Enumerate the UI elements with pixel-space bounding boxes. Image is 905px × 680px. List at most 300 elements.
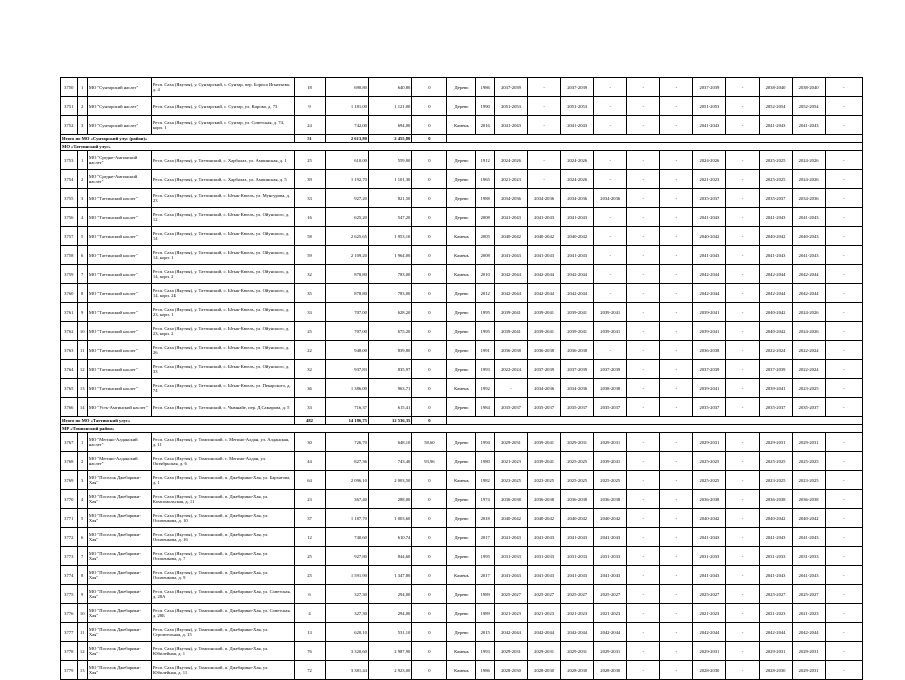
table-cell: 0: [412, 566, 447, 585]
table-cell: -: [660, 189, 693, 208]
table-cell: МО "Сунтарский наслег": [87, 116, 151, 135]
table-cell: МО "Поселок Джебарики-Хая": [87, 509, 151, 528]
table-row: [61, 379, 863, 398]
table-cell: 12: [77, 360, 87, 379]
table-cell: МО "Таттинский наслег": [87, 379, 151, 398]
table-cell: 3: [77, 116, 87, 135]
table-cell: 1992: [476, 379, 495, 398]
table-cell: 620,10: [325, 623, 368, 642]
table-cell: 2036-2038: [495, 341, 528, 360]
table-cell: 35: [294, 284, 325, 303]
table-cell: Дерево: [447, 189, 476, 208]
table-cell: -: [825, 246, 862, 265]
table-cell: 2040-2042: [759, 227, 792, 246]
table-cell: 2036-2038: [528, 341, 561, 360]
table-cell: -: [627, 379, 660, 398]
table-cell: 2023-2025: [495, 471, 528, 490]
table-cell: 2042-2044: [693, 623, 726, 642]
table-cell: 2040-2043: [792, 227, 825, 246]
table-cell: Дерево: [447, 433, 476, 452]
table-cell: Респ. Саха (Якутия), у. Таттинский, с. Ытык-Кюель, ул. Ойунского, д. 26: [151, 341, 294, 360]
table-cell: 2042-2044: [495, 623, 528, 642]
table-cell: 3773: [61, 547, 78, 566]
table-cell: Респ. Саха (Якутия), у. Таттинский, с. Ытык-Кюель, ул. Ойунского, д. 14: [151, 227, 294, 246]
table-cell: 3753: [61, 151, 78, 170]
table-cell: 2042-2044: [561, 265, 594, 284]
table-row: [61, 265, 863, 284]
table-cell: 2039-2041: [594, 303, 627, 322]
table-cell: 22: [294, 341, 325, 360]
table-cell: 2041-2043: [759, 208, 792, 227]
table-cell: -: [660, 265, 693, 284]
table-cell: 2051-2053: [495, 97, 528, 116]
table-cell: -: [726, 303, 759, 322]
total-count: 51: [294, 135, 325, 143]
table-cell: 3765: [61, 379, 78, 398]
table-cell: Респ. Саха (Якутия), у. Сунтарский, с. Сунтар, ул. Советская, д. 74, корп. 1: [151, 116, 294, 135]
table-cell: МО "Поселок Джебарики-Хая": [87, 490, 151, 509]
table-cell: 927,20: [325, 189, 368, 208]
table-cell: 2037-2039: [693, 360, 726, 379]
table-cell: 2035-2037: [759, 189, 792, 208]
table-cell: 2040-2042: [792, 509, 825, 528]
table-cell: 2039-2041: [693, 322, 726, 341]
table-cell: -: [660, 585, 693, 604]
table-cell: 2031-2033: [561, 547, 594, 566]
table-cell: 2041-2043: [693, 528, 726, 547]
table-row: [61, 246, 863, 265]
table-cell: 2041-2043: [759, 246, 792, 265]
table-cell: 640,80: [368, 78, 411, 97]
table-cell: -: [825, 341, 862, 360]
table-row: [61, 471, 863, 490]
table-cell: -: [726, 170, 759, 189]
table-cell: 0: [412, 398, 447, 417]
table-cell: МО "Поселок Джебарики-Хая": [87, 528, 151, 547]
table-cell: 1974: [476, 490, 495, 509]
table-cell: 821,50: [368, 189, 411, 208]
table-cell: Респ. Саха (Якутия), у. Сунтарский, с. Сунтар, ул. Кирова, д. 73: [151, 97, 294, 116]
table-cell: 0: [412, 547, 447, 566]
table-row: [61, 642, 863, 661]
table-cell: 2036-2038: [561, 490, 594, 509]
table-cell: -: [726, 566, 759, 585]
table-cell: -: [627, 585, 660, 604]
table-cell: -: [726, 322, 759, 341]
table-row: [61, 78, 863, 97]
table-cell: 2029-2031: [759, 642, 792, 661]
table-cell: 2042-2044: [594, 623, 627, 642]
table-cell: -: [528, 97, 561, 116]
table-cell: 2029-2031: [495, 433, 528, 452]
table-cell: Респ. Саха (Якутия), у. Томпонский, п. Джебарики-Хая, ул. Строительная, д. 15: [151, 623, 294, 642]
table-cell: 531,10: [368, 623, 411, 642]
table-cell: Респ. Саха (Якутия), у. Таттинский, с. Ытык-Кюель, ул. Ойунского, д. 14, корп. 1: [151, 246, 294, 265]
table-cell: 2025-2025: [594, 471, 627, 490]
table-cell: 1 192,70: [325, 170, 368, 189]
table-cell: 2015: [476, 623, 495, 642]
table-cell: -: [825, 116, 862, 135]
table-cell: 948,00: [325, 341, 368, 360]
table-cell: 2022-2024: [792, 341, 825, 360]
table-cell: 2022-2024: [495, 360, 528, 379]
table-cell: 844,60: [368, 547, 411, 566]
total-area2: 2 455,80: [368, 135, 411, 143]
table-cell: 625,20: [325, 208, 368, 227]
table-cell: 2042-2044: [792, 265, 825, 284]
table-cell: МО "Таттинский наслег": [87, 303, 151, 322]
table-cell: 2 109,20: [325, 246, 368, 265]
table-cell: 3778: [61, 642, 78, 661]
table-cell: 294,00: [368, 604, 411, 623]
table-cell: 25: [294, 566, 325, 585]
table-cell: -: [825, 509, 862, 528]
table-cell: 2041-2043: [528, 208, 561, 227]
table-cell: 1989: [476, 585, 495, 604]
table-cell: 610,74: [368, 528, 411, 547]
table-cell: 2041-2043: [792, 116, 825, 135]
table-cell: 2025-2027: [594, 585, 627, 604]
table-cell: 2021-2023: [561, 604, 594, 623]
table-cell: Респ. Саха (Якутия), у. Таттинский, с. Ытык-Кюель, ул. Ойунского, д. 23, корп. 2: [151, 322, 294, 341]
table-cell: 3764: [61, 360, 78, 379]
table-cell: 2021-2023: [759, 604, 792, 623]
table-cell: МО "Поселок Джебарики-Хая": [87, 585, 151, 604]
table-cell: Респ. Саха (Якутия), у. Томпонский, п. Джебарики-Хая, ул. Юбилейная, д. 11: [151, 661, 294, 680]
table-cell: -: [726, 547, 759, 566]
table-cell: -: [660, 398, 693, 417]
table-cell: 2039-2041: [693, 379, 726, 398]
table-row: [61, 547, 863, 566]
table-cell: 3 381,44: [325, 661, 368, 680]
table-cell: Респ. Саха (Якутия), у. Томпонский, п. Джебарики-Хая, ул. Осипенкова, д. 10: [151, 509, 294, 528]
table-cell: -: [594, 246, 627, 265]
table-cell: 2012: [476, 284, 495, 303]
table-cell: Респ. Саха (Якутия), у. Томпонский, с. Мегино-Алдан, ул. Алданская, д. 11: [151, 433, 294, 452]
table-cell: -: [825, 360, 862, 379]
table-cell: 6: [77, 246, 87, 265]
table-cell: -: [627, 566, 660, 585]
table-cell: 1993: [476, 360, 495, 379]
table-cell: 2008: [476, 246, 495, 265]
table-cell: -: [726, 604, 759, 623]
table-cell: 2041-2043: [561, 208, 594, 227]
table-cell: -: [825, 151, 862, 170]
table-cell: 2042-2044: [792, 623, 825, 642]
table-cell: 2034-2036: [495, 189, 528, 208]
table-cell: -: [660, 490, 693, 509]
table-cell: 3759: [61, 265, 78, 284]
table-cell: 2034-2036: [561, 379, 594, 398]
table-cell: -: [825, 528, 862, 547]
table-cell: 7: [77, 547, 87, 566]
table-cell: 2 987,90: [368, 642, 411, 661]
table-cell: 0: [412, 379, 447, 398]
table-cell: 783,00: [368, 284, 411, 303]
table-row: [61, 284, 863, 303]
table-cell: 2036-2038: [528, 490, 561, 509]
table-cell: 707,00: [325, 322, 368, 341]
table-cell: 2038-2040: [759, 78, 792, 97]
table-cell: 13: [77, 379, 87, 398]
table-row: [61, 566, 863, 585]
table-cell: -: [660, 97, 693, 116]
table-cell: -: [825, 452, 862, 471]
table-cell: -: [660, 246, 693, 265]
table-cell: 0: [412, 490, 447, 509]
table-cell: МО "Мегино-Алданский наслег": [87, 433, 151, 452]
table-cell: 2029-2031: [594, 433, 627, 452]
table-cell: 2052-2054: [792, 97, 825, 116]
table-cell: 2025-2025: [693, 471, 726, 490]
table-cell: -: [660, 661, 693, 680]
table-cell: 2029-2031: [561, 642, 594, 661]
table-cell: Камень: [447, 642, 476, 661]
table-cell: -: [660, 227, 693, 246]
table-cell: 878,80: [325, 284, 368, 303]
table-cell: 2041-2043: [561, 528, 594, 547]
table-cell: 2040-2042: [759, 303, 792, 322]
table-cell: 39: [294, 170, 325, 189]
table-row: [61, 208, 863, 227]
table-cell: 25: [294, 322, 325, 341]
table-cell: 2035-2037: [594, 398, 627, 417]
table-cell: -: [594, 116, 627, 135]
table-cell: -: [627, 528, 660, 547]
table-cell: 1 187,70: [325, 509, 368, 528]
table-cell: 2031-2033: [594, 547, 627, 566]
table-cell: 2023-2025: [792, 379, 825, 398]
table-cell: 2042-2044: [759, 623, 792, 642]
table-cell: 33: [294, 303, 325, 322]
table-cell: 3774: [61, 566, 78, 585]
table-cell: -: [726, 341, 759, 360]
table-cell: 1: [77, 78, 87, 97]
table-cell: -: [660, 623, 693, 642]
table-row: [61, 341, 863, 360]
table-cell: 1 121,00: [368, 97, 411, 116]
table-cell: -: [660, 170, 693, 189]
table-cell: Дерево: [447, 452, 476, 471]
table-cell: 2028-2030: [693, 661, 726, 680]
table-cell: -: [726, 585, 759, 604]
table-cell: 2 923,00: [368, 661, 411, 680]
table-cell: 2041-2043: [693, 208, 726, 227]
table-cell: 2041-2043: [528, 246, 561, 265]
table-cell: Респ. Саха (Якутия), у. Таттинский, с. Ытык-Кюель, ул. Мунгурова, д. 23: [151, 189, 294, 208]
table-cell: -: [627, 471, 660, 490]
table-cell: 742,00: [325, 116, 368, 135]
table-cell: 30: [294, 433, 325, 452]
table-cell: -: [825, 490, 862, 509]
table-cell: -: [627, 341, 660, 360]
table-cell: 327,30: [325, 604, 368, 623]
table-cell: -: [594, 97, 627, 116]
table-cell: 2025-2027: [561, 585, 594, 604]
table-row: [61, 604, 863, 623]
table-cell: -: [660, 509, 693, 528]
table-cell: 2039-2041: [495, 303, 528, 322]
table-cell: 2039-2041: [759, 379, 792, 398]
table-cell: 288,00: [368, 490, 411, 509]
table-cell: 16: [294, 208, 325, 227]
table-cell: МО "Таттинский наслег": [87, 227, 151, 246]
table-cell: -: [825, 661, 862, 680]
table-cell: 2021-2023: [693, 170, 726, 189]
table-cell: -: [825, 265, 862, 284]
table-cell: 2005: [476, 227, 495, 246]
table-cell: -: [627, 116, 660, 135]
table-cell: Респ. Саха (Якутия), у. Таттинский, с. Ытык-Кюель, ул. Пекарского, д. 74: [151, 379, 294, 398]
table-cell: Дерево: [447, 360, 476, 379]
table-cell: Респ. Саха (Якутия), у. Таттинский, с. Ытык-Кюель, ул. Ойунского, д. 12: [151, 208, 294, 227]
table-cell: 9: [77, 303, 87, 322]
table-cell: 2040-2042: [759, 509, 792, 528]
table-cell: 2029-2031: [792, 433, 825, 452]
table-cell: 1 964,00: [368, 246, 411, 265]
table-cell: -: [528, 151, 561, 170]
table-cell: Респ. Саха (Якутия), у. Таттинский, с. Чымнайе, пер. Д.Самарова, д. 5: [151, 398, 294, 417]
table-cell: 1 953,16: [368, 227, 411, 246]
table-cell: 2029-2031: [792, 661, 825, 680]
table-cell: 2041-2043: [594, 528, 627, 547]
table-cell: -: [495, 379, 528, 398]
table-cell: Дерево: [447, 623, 476, 642]
table-cell: -: [627, 398, 660, 417]
table-cell: 0: [412, 341, 447, 360]
table-cell: -: [660, 208, 693, 227]
table-cell: -: [594, 78, 627, 97]
register-table: [60, 77, 863, 680]
table-cell: 2025-2025: [561, 471, 594, 490]
table-cell: 0: [412, 284, 447, 303]
total-empty: [447, 135, 863, 143]
table-cell: 23: [294, 490, 325, 509]
table-row: [61, 528, 863, 547]
table-cell: Дерево: [447, 547, 476, 566]
table-cell: 2021-2023: [495, 170, 528, 189]
table-cell: 2042-2044: [528, 623, 561, 642]
table-cell: 2041-2043: [792, 566, 825, 585]
table-cell: 2024-2026: [495, 151, 528, 170]
table-cell: 36: [294, 379, 325, 398]
table-cell: 827,36: [325, 452, 368, 471]
table-cell: -: [594, 208, 627, 227]
table-cell: 2022-2024: [792, 360, 825, 379]
total-label: Итого по МО «Таттинский улус»: [61, 417, 295, 425]
table-cell: 2029-2031: [495, 642, 528, 661]
table-cell: -: [627, 151, 660, 170]
table-cell: 2038-2040: [792, 78, 825, 97]
table-cell: 6: [294, 585, 325, 604]
table-cell: -: [726, 490, 759, 509]
table-row: [61, 661, 863, 680]
table-cell: 2029-2031: [561, 433, 594, 452]
table-cell: 44: [294, 452, 325, 471]
table-cell: 5: [77, 509, 87, 528]
table-cell: МО "Таттинский наслег": [87, 360, 151, 379]
table-cell: -: [726, 433, 759, 452]
table-cell: 2010: [476, 265, 495, 284]
table-cell: 2035-2037: [528, 398, 561, 417]
table-row: [61, 490, 863, 509]
table-cell: 675,20: [368, 322, 411, 341]
table-cell: 2040-2042: [759, 322, 792, 341]
table-cell: 3776: [61, 604, 78, 623]
table-cell: Респ. Саха (Якутия), у. Томпонский, п. Джебарики-Хая, ул. Осипенкова, д. 7: [151, 547, 294, 566]
table-cell: 2041-2043: [693, 246, 726, 265]
table-cell: 2021-2023: [495, 452, 528, 471]
table-cell: 2041-2043: [594, 566, 627, 585]
table-cell: 3772: [61, 528, 78, 547]
table-cell: 2025-2025: [792, 452, 825, 471]
table-cell: 2034-2036: [528, 189, 561, 208]
table-cell: -: [627, 227, 660, 246]
table-cell: 2042-2044: [759, 284, 792, 303]
table-cell: 4: [294, 604, 325, 623]
table-cell: 2025-2025: [759, 151, 792, 170]
table-cell: 2028-2030: [561, 661, 594, 680]
table-cell: -: [660, 360, 693, 379]
table-cell: 2042-2044: [693, 284, 726, 303]
table-cell: 2041-2043: [792, 246, 825, 265]
table-cell: 3756: [61, 208, 78, 227]
table-cell: Респ. Саха (Якутия), у. Томпонский, п. Джебарики-Хая, ул. Комсомольская, д. 11: [151, 490, 294, 509]
table-cell: -: [726, 246, 759, 265]
table-cell: 13: [77, 661, 87, 680]
table-cell: 927,80: [325, 547, 368, 566]
table-cell: -: [627, 433, 660, 452]
table-cell: 2025-2027: [495, 585, 528, 604]
table-cell: Камень: [447, 116, 476, 135]
table-cell: 2039-2041: [528, 452, 561, 471]
table-cell: -: [627, 623, 660, 642]
table-cell: -: [726, 208, 759, 227]
table-cell: 2052-2054: [759, 97, 792, 116]
table-cell: -: [726, 151, 759, 170]
table-cell: -: [825, 189, 862, 208]
table-cell: 2021-2023: [495, 604, 528, 623]
table-cell: Дерево: [447, 208, 476, 227]
table-cell: Респ. Саха (Якутия), у. Томпонский, п. Джебарики-Хая, ул. Советская, д. 28Б: [151, 604, 294, 623]
table-cell: 11: [77, 341, 87, 360]
total-empty: [447, 417, 863, 425]
table-cell: 2039-2041: [528, 433, 561, 452]
table-cell: 2024-2026: [693, 151, 726, 170]
table-cell: -: [825, 170, 862, 189]
total-area2: 12 536,35: [368, 417, 411, 425]
table-cell: Респ. Саха (Якутия), у. Сунтарский, с. Сунтар, пер. Бориса Игнатьева, д. 4: [151, 78, 294, 97]
table-cell: -: [627, 509, 660, 528]
table-cell: -: [627, 303, 660, 322]
table-cell: 628,20: [368, 303, 411, 322]
section-title: МО «Таттинский улус»: [61, 143, 863, 151]
table-cell: МО "Поселок Джебарики-Хая": [87, 604, 151, 623]
table-cell: 9: [77, 585, 87, 604]
table-cell: 0: [412, 623, 447, 642]
table-cell: -: [825, 566, 862, 585]
table-cell: 3767: [61, 433, 78, 452]
table-cell: 2037-2039: [561, 360, 594, 379]
table-cell: 2039-2041: [594, 452, 627, 471]
table-cell: -: [594, 265, 627, 284]
table-cell: -: [825, 585, 862, 604]
table-cell: 1 591,90: [325, 566, 368, 585]
table-cell: 3750: [61, 78, 78, 97]
table-cell: 2035-2037: [792, 398, 825, 417]
table-cell: 726,70: [325, 433, 368, 452]
table-cell: 2018: [476, 509, 495, 528]
